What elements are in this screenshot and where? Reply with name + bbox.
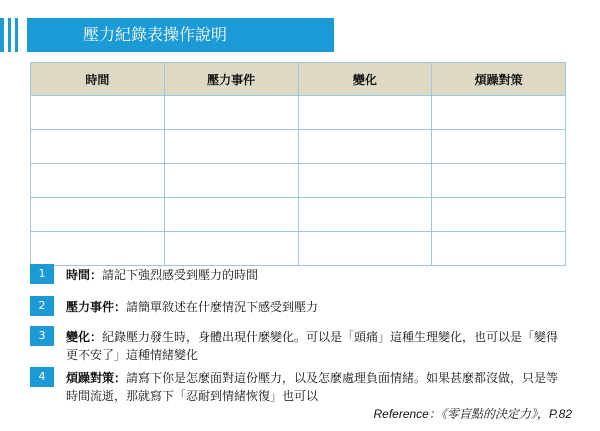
table-cell[interactable] <box>432 198 566 232</box>
accent-stripe <box>8 18 11 52</box>
table-row <box>31 164 566 198</box>
table-cell[interactable] <box>298 96 432 130</box>
stress-record-table <box>30 62 566 266</box>
table-cell[interactable] <box>432 96 566 130</box>
table-row <box>31 198 566 232</box>
table-cell[interactable] <box>298 198 432 232</box>
instruction-description: 紀錄壓力發生時，身體出現什麼變化。可以是「頭痛」這種生理變化，也可以是「變得更不安了」這種情緒變化 <box>66 330 559 362</box>
table-cell[interactable] <box>164 130 298 164</box>
table-cell[interactable] <box>298 130 432 164</box>
table-cell[interactable] <box>298 232 432 266</box>
instruction-description: 請記下強烈感受到壓力的時間 <box>102 268 259 282</box>
instruction-text <box>66 298 566 316</box>
instruction-text <box>66 266 566 284</box>
number-badge: 1 <box>30 264 54 284</box>
number-badge: 2 <box>30 296 54 316</box>
table-cell[interactable] <box>432 130 566 164</box>
number-badge: 3 <box>30 326 54 346</box>
table-cell[interactable] <box>31 164 165 198</box>
table-cell[interactable] <box>31 198 165 232</box>
instruction-text <box>66 328 566 364</box>
table-row <box>31 96 566 130</box>
instruction-text <box>66 369 566 405</box>
table-cell[interactable] <box>164 96 298 130</box>
table-row <box>31 130 566 164</box>
page-title: 壓力紀錄表操作說明 <box>27 18 334 52</box>
accent-stripe <box>0 18 4 52</box>
instruction-term: 煩躁對策： <box>66 371 127 385</box>
column-header-stress-event: 壓力事件 <box>164 63 298 96</box>
instruction-term: 變化： <box>66 330 103 344</box>
number-badge: 4 <box>30 367 54 387</box>
table-cell[interactable] <box>298 164 432 198</box>
column-header-coping: 煩躁對策 <box>432 63 566 96</box>
table-cell[interactable] <box>164 198 298 232</box>
instruction-term: 時間： <box>66 268 103 282</box>
table-cell[interactable] <box>164 164 298 198</box>
instruction-description: 請寫下你是怎麼面對這份壓力，以及怎麼處理負面情緒。如果甚麼都沒做，只是等時間流逝，那就寫下「忍耐到情緒恢復」也可以 <box>66 371 559 403</box>
table-cell[interactable] <box>31 232 165 266</box>
instruction-description: 請簡單敘述在什麼情況下感受到壓力 <box>126 300 319 314</box>
reference-citation: Reference：《零盲點的決定力》，P.82 <box>373 407 572 421</box>
table-row <box>31 232 566 266</box>
table-cell[interactable] <box>31 130 165 164</box>
table-cell[interactable] <box>432 164 566 198</box>
column-header-time: 時間 <box>31 63 165 96</box>
column-header-change: 變化 <box>298 63 432 96</box>
accent-stripe <box>15 18 18 52</box>
instruction-term: 壓力事件： <box>66 300 127 314</box>
table-cell[interactable] <box>31 96 165 130</box>
table-cell[interactable] <box>432 232 566 266</box>
table-header-row <box>31 63 566 96</box>
table-cell[interactable] <box>164 232 298 266</box>
